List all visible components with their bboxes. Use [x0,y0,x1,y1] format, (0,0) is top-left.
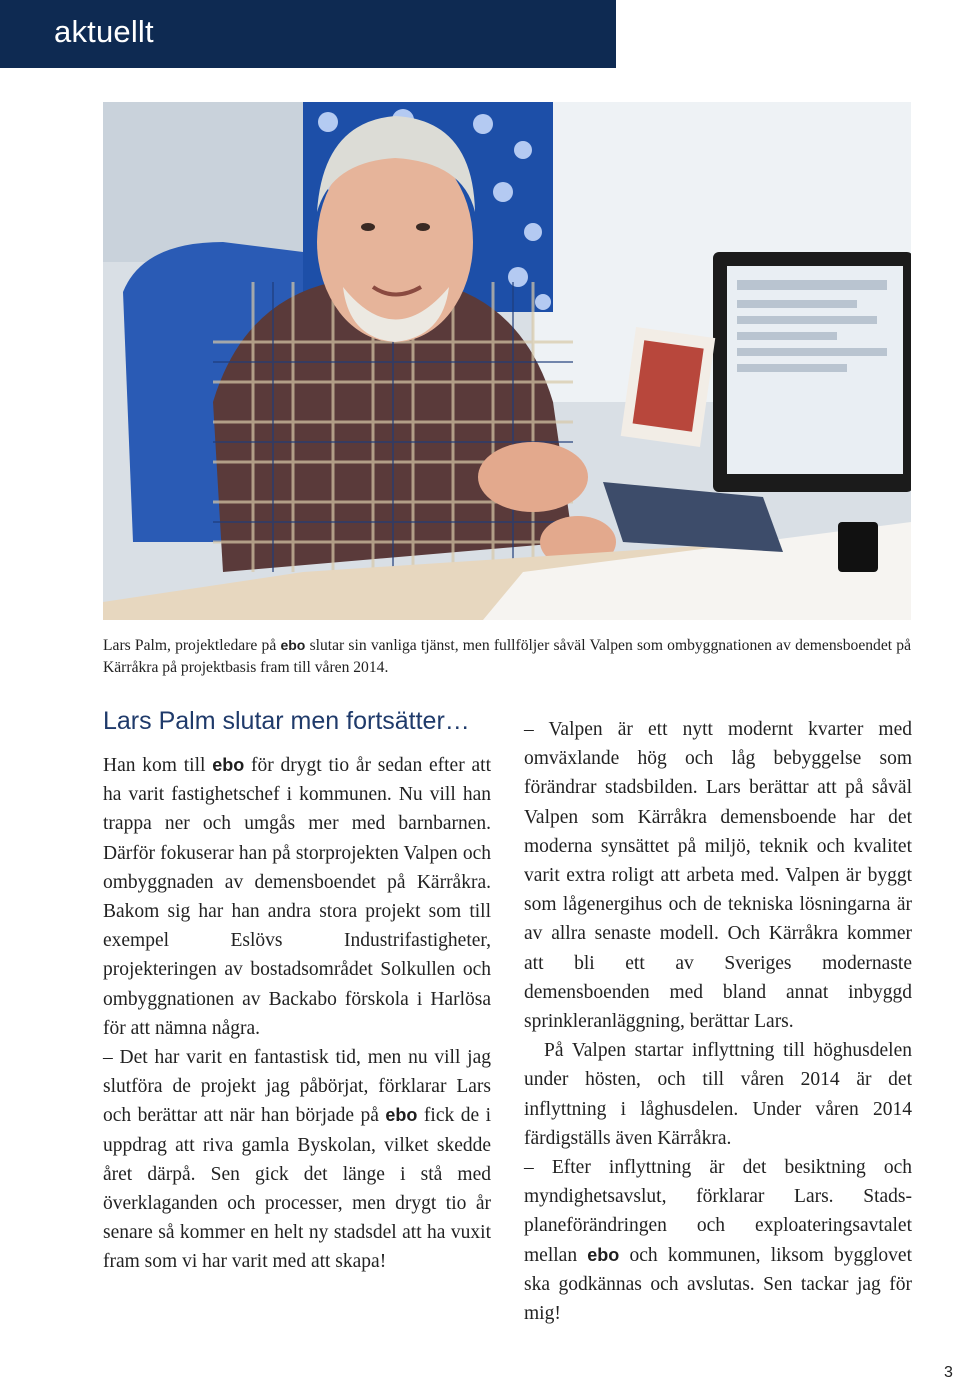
right-paragraph-2: På Valpen startar inflyttning till höghusdelen under hösten, och till våren 2014 är det inflyttning i låghusdelen. Under våren 2014 färdigställs även Kärråkra. [524,1040,912,1149]
caption-text-1: Lars Palm, projektledare på [103,637,281,654]
left-p1-brand: ebo [212,755,245,775]
right-paragraph-1: – Valpen är ett nytt modernt kvarter med omväxlande hög och låg bebyggelse som förändrar stadsbilden. Lars berättar att på såväl Valpen som Kärråkra demensboende har det moderna synsättet på miljö, teknik och kvalitet varit extra roligt att arbeta med. Valpen är byggt som lågenergihus och de tekniska lösningarna är av allra senaste modell. Och Kärråkra kommer att bli ett av Sveriges modernaste demensboenden med bland annat inbyggd sprinkleranläggning, berättar Lars. [524,719,912,1033]
article-column-right [524,715,912,1328]
right-p3-text-a: – Efter inflyttning är det besiktning och myndighetsavslut, förklarar Lars. Stadsplaneförändringen och exploateringsavtalet mellan [524,1157,912,1266]
page-number: 3 [944,1364,953,1381]
caption-text-2: slutar sin vanliga tjänst, men fullföljer såväl Valpen som ombyggnationen av demensboendet på Kärråkra på projektbasis fram till våren 2014. [103,637,912,676]
article-photo [103,102,911,620]
left-p1-text-b: för drygt tio år sedan efter att ha varit fastighetschef i kommunen. Nu vill han trappa ner och umgås mer med barnbarnen. Därför fokuserar han på storprojekten Valpen och ombyggnaden av demensboendet på Kärråkra. Bakom sig har han andra stora projekt som till exempel Eslövs Industrifastigheter, projekteringen av bostadsområdet Solkullen och ombyggnationen av Backabo förskola i Harlösa för att nämna några. [103,755,491,1039]
right-paragraph-3 [524,1153,912,1328]
left-p2-text-b: fick de i uppdrag att riva gamla Byskolan, vilket skedde året därpå. Sen gick det länge i stå med överklaganden och processer, men drygt tio år senare så kommer en helt ny stadsdel att ha vuxit fram som vi har varit med att skapa! [103,1105,491,1273]
left-paragraph-1 [103,751,491,1043]
section-title: aktuellt [54,14,154,49]
article-column-left [103,751,491,1277]
left-paragraph-2 [103,1043,491,1277]
left-p2-text-a: – Det har varit en fantastisk tid, men nu vill jag slutföra de projekt jag påbörjat, förklarar Lars och berättar att när han började på [103,1047,491,1127]
left-p2-brand: ebo [385,1105,418,1126]
section-header-bar [0,0,616,68]
right-p3-text-b: och kommunen, liksom bygglovet ska godkännas och avslutas. Sen tackar jag för mig! [524,1244,912,1325]
caption-brand: ebo [280,637,306,653]
article-headline: Lars Palm slutar men fortsätter… [103,707,470,735]
photo-caption [103,634,911,679]
right-p3-brand: ebo [587,1244,620,1265]
left-p1-text-a: Han kom till [103,755,213,776]
